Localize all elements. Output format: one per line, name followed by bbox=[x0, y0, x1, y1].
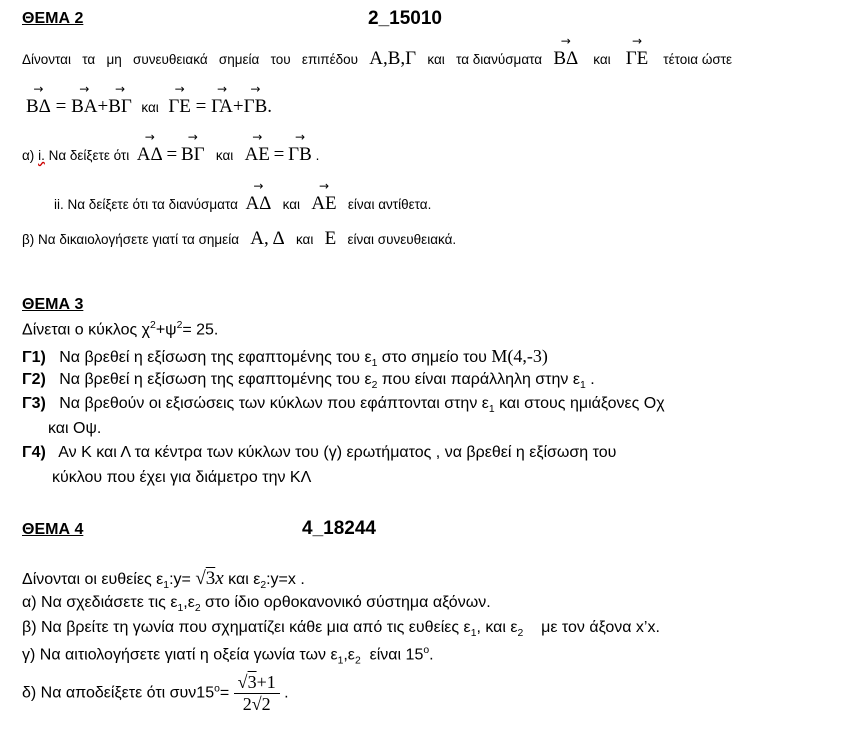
equals-sign: = bbox=[166, 144, 178, 165]
vector-bd: → ΒΔ bbox=[26, 96, 51, 118]
theme4-given bbox=[22, 568, 305, 591]
superscript: 2 bbox=[150, 320, 156, 331]
numerator: √3+1 bbox=[234, 672, 280, 694]
subscript: 1 bbox=[337, 655, 344, 667]
question-4d bbox=[22, 672, 289, 715]
roman-i: i. bbox=[38, 148, 45, 163]
q4a-text: ,ε bbox=[183, 594, 195, 611]
vectors-word: τα διανύσματα bbox=[456, 52, 543, 67]
q4c-text: γ) Να αιτιολογήσετε γιατί η οξεία γωνία των ε bbox=[22, 646, 338, 664]
q4b-text: β) Να βρείτε τη γωνία που σχηματίζει κάθε μια από τις ευθείες ε bbox=[22, 619, 471, 636]
theme3-heading: ΘΕΜΑ 3 bbox=[22, 296, 84, 313]
question-b bbox=[22, 228, 456, 250]
vector-ga: → ΓΑ bbox=[211, 96, 233, 118]
question-g3 bbox=[22, 395, 665, 415]
num-rest: +1 bbox=[256, 672, 276, 692]
question-g4-cont: κύκλου που έχει για διάμετρο την ΚΛ bbox=[52, 469, 312, 486]
label-g2: Γ2) bbox=[22, 371, 46, 388]
equals-sign: = bbox=[273, 144, 285, 165]
vector-ad: → ΑΔ bbox=[137, 144, 163, 166]
subscript: 2 bbox=[371, 380, 378, 392]
question-4a bbox=[22, 594, 491, 614]
q4b-text: , και ε bbox=[476, 619, 518, 636]
intro-word: επιπέδου bbox=[301, 52, 358, 67]
given-text: και ε bbox=[223, 571, 261, 588]
q4a-text: α) Να σχεδιάσετε τις ε bbox=[22, 594, 178, 611]
point-m: Μ(4,-3) bbox=[491, 346, 548, 366]
q4a-text: στο ίδιο ορθοκανονικό σύστημα αξόνων. bbox=[200, 594, 491, 611]
g2-text: Να βρεθεί η εξίσωση της εφαπτομένης του ε bbox=[59, 371, 372, 388]
period: . bbox=[267, 96, 273, 117]
vector-bg: → ΒΓ bbox=[181, 144, 205, 166]
such-that: τέτοια ώστε bbox=[663, 52, 733, 67]
intro-word: Δίνονται bbox=[22, 52, 71, 67]
question-a-i bbox=[22, 144, 319, 166]
subscript: 2 bbox=[260, 580, 267, 592]
plus-sign: + bbox=[97, 96, 109, 117]
g2-text: . bbox=[585, 371, 595, 388]
given-text: Δίνεται ο κύκλος χ bbox=[22, 321, 151, 339]
vector-ae: → ΑΕ bbox=[245, 144, 270, 166]
question-4c bbox=[22, 645, 434, 667]
vector-ba: → ΒΑ bbox=[71, 96, 97, 118]
intro-word: τα bbox=[82, 52, 96, 67]
g3-text: και στους ημιάξονες Οχ bbox=[494, 395, 665, 412]
a-i-text: Να δείξετε ότι bbox=[48, 148, 130, 163]
subscript: 1 bbox=[470, 628, 477, 640]
subscript: 1 bbox=[488, 404, 495, 416]
sqrt-arg: 2 bbox=[261, 694, 271, 714]
theme4-heading: ΘΕΜΑ 4 bbox=[22, 521, 84, 538]
given-text: = 25. bbox=[182, 321, 219, 339]
period: . bbox=[429, 646, 434, 664]
var-x: x bbox=[215, 568, 224, 589]
fraction bbox=[234, 672, 280, 715]
degree: ο bbox=[214, 683, 220, 695]
subscript: 1 bbox=[177, 603, 184, 615]
g1-text: Να βρεθεί η εξίσωση της εφαπτομένης του ε bbox=[59, 349, 372, 366]
and-word: και bbox=[282, 197, 301, 212]
vector-bg: → ΒΓ bbox=[108, 96, 132, 118]
vector-ad: → ΑΔ bbox=[245, 193, 271, 215]
sqrt-arg: 3 bbox=[205, 568, 216, 589]
equals-sign: = bbox=[195, 96, 207, 117]
label-g1: Γ1) bbox=[22, 349, 46, 366]
g3-text: Να βρεθούν οι εξισώσεις των κύκλων που εφάπτονται στην ε bbox=[59, 395, 489, 412]
points-ad: Α, Δ bbox=[250, 228, 285, 249]
sqrt3x: √3x bbox=[195, 568, 224, 589]
vector-ge: → ΓΕ bbox=[626, 48, 649, 70]
theme3-given bbox=[22, 320, 218, 339]
equals-sign: = bbox=[55, 96, 67, 117]
given-text: :y= bbox=[169, 571, 191, 588]
vector-bd: → ΒΔ bbox=[553, 48, 578, 70]
intro-word: του bbox=[270, 52, 291, 67]
and-word: και bbox=[141, 100, 159, 115]
vector-ae: → ΑΕ bbox=[311, 193, 336, 215]
q4c-text: ,ε bbox=[343, 646, 355, 664]
period: . bbox=[284, 684, 289, 702]
vector-gb: → ΓΒ bbox=[244, 96, 268, 118]
vector-gb: → ΓΒ bbox=[288, 144, 312, 166]
question-g4 bbox=[22, 444, 616, 462]
theme2-heading: ΘΕΜΑ 2 bbox=[22, 10, 84, 27]
question-g3-cont: και Οψ. bbox=[48, 420, 102, 437]
a-ii-text: ii. Να δείξετε ότι τα διανύσματα bbox=[54, 197, 238, 212]
theme2-code: 2_15010 bbox=[368, 8, 442, 29]
question-g1 bbox=[22, 346, 548, 369]
sqrt-arg: 3 bbox=[247, 672, 257, 692]
subscript: 2 bbox=[194, 603, 201, 615]
degree: ο bbox=[423, 645, 430, 656]
and-word: και bbox=[593, 52, 611, 67]
plus-sign: + bbox=[232, 96, 244, 117]
g1-text: στο σημείο του bbox=[377, 349, 492, 366]
question-g2 bbox=[22, 371, 595, 391]
vector-ge: → ΓΕ bbox=[168, 96, 191, 118]
theme2-equation-line bbox=[26, 96, 272, 118]
and-word: και bbox=[295, 232, 314, 247]
subscript: 1 bbox=[579, 380, 586, 392]
point-e: Ε bbox=[324, 228, 337, 249]
g2-text: που είναι παράλληλη στην ε bbox=[377, 371, 580, 388]
label-a: α) bbox=[22, 148, 35, 163]
subscript: 2 bbox=[354, 655, 361, 667]
b-text-end: είναι συνευθειακά. bbox=[347, 232, 457, 247]
period: . bbox=[315, 148, 320, 163]
subscript: 1 bbox=[371, 358, 378, 370]
question-4b bbox=[22, 619, 660, 639]
intro-word: συνευθειακά bbox=[133, 52, 208, 67]
question-a-ii bbox=[54, 193, 431, 215]
den-coef: 2 bbox=[242, 694, 252, 714]
intro-word: μη bbox=[106, 52, 122, 67]
theme4-code: 4_18244 bbox=[302, 518, 376, 539]
given-text: +ψ bbox=[155, 321, 177, 339]
and-word: και bbox=[215, 148, 234, 163]
theme2-intro-line bbox=[22, 48, 822, 70]
subscript: 1 bbox=[163, 580, 170, 592]
given-text: :y=x . bbox=[266, 571, 305, 588]
label-g3: Γ3) bbox=[22, 395, 46, 412]
a-ii-text-end: είναι αντίθετα. bbox=[347, 197, 432, 212]
q4b-text: με τον άξονα x’x. bbox=[523, 619, 660, 636]
given-text: Δίνονται οι ευθείες ε bbox=[22, 571, 164, 588]
superscript: 2 bbox=[176, 320, 183, 331]
label-g4: Γ4) bbox=[22, 444, 46, 461]
q4d-text: δ) Να αποδείξετε ότι συν15 bbox=[22, 684, 215, 702]
subscript: 2 bbox=[517, 628, 524, 640]
points-abg: Α,Β,Γ bbox=[369, 48, 417, 69]
b-text: β) Να δικαιολογήσετε γιατί τα σημεία bbox=[22, 232, 240, 247]
and-word: και bbox=[427, 52, 445, 67]
g4-text: Αν Κ και Λ τα κέντρα των κύκλων του (γ) ερωτήματος , να βρεθεί η εξίσωση του bbox=[58, 444, 617, 461]
denominator: 2√2 bbox=[242, 694, 271, 714]
equals-sign: = bbox=[219, 684, 230, 702]
q4c-text: είναι 15 bbox=[360, 646, 424, 664]
intro-word: σημεία bbox=[218, 52, 260, 67]
